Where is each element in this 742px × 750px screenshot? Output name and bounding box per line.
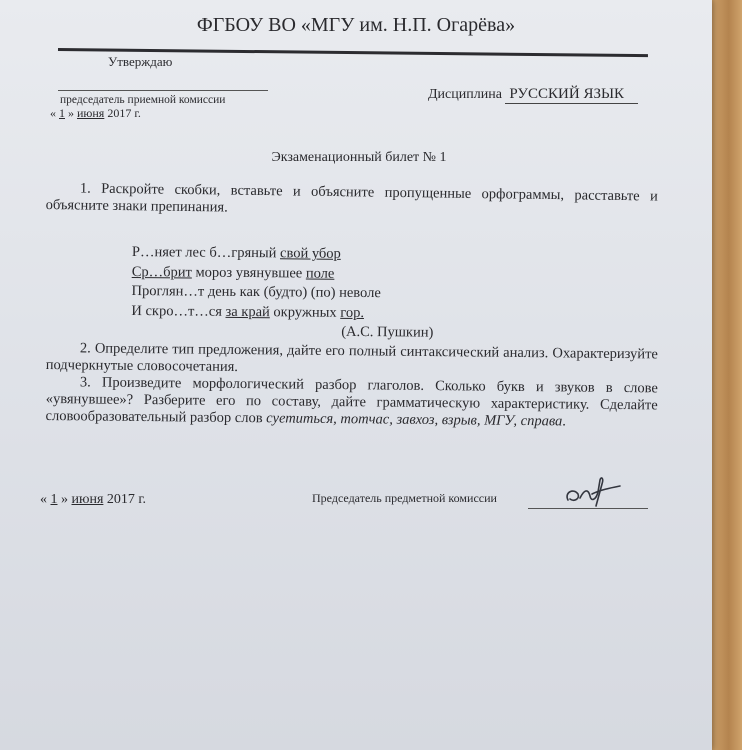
task-3: 3. Произведите морфологический разбор глаголов. Сколько букв и звуков в слове «увянувшее»? Разберите его по составу, дайте грамматическую характеристику. Сделайте словообразовательный разбор слов суетиться, тотчас, завхоз, взрыв, МГУ, справа.: [45, 374, 658, 430]
discipline-label: Дисциплина: [428, 87, 502, 102]
task-1: 1. Раскройте скобки, вставьте и объясните пропущенные орфограммы, расставьте и объясните знаки препинания.: [45, 180, 658, 216]
admission-chair-label: председатель приемной комиссии: [60, 94, 226, 106]
poem-line-3: Проглян…т день как (будто) (по) неволе: [131, 282, 381, 302]
word-list: суетиться, тотчас, завхоз, взрыв, МГУ, справа: [266, 410, 563, 430]
approval-date: « 1 » июня 2017 г.: [50, 106, 141, 120]
discipline-field: [428, 86, 638, 104]
approval-month: июня: [77, 106, 105, 120]
handwritten-signature: [560, 472, 630, 512]
poem-line-2: Ср…брит мороз увянувшее поле: [131, 263, 335, 282]
university-header: ФГБОУ ВО «МГУ им. Н.П. Огарёва»: [196, 14, 516, 36]
footer-day: 1: [50, 492, 58, 507]
poem-excerpt: [131, 243, 434, 343]
poem-line-1: Р…няет лес б…гряный свой убор: [131, 243, 341, 262]
approval-year: 2017 г.: [107, 106, 141, 120]
discipline-value: РУССКИЙ ЯЗЫК: [505, 86, 638, 104]
approval-signature-line: [58, 90, 268, 91]
footer-date: « 1 » июня 2017 г.: [40, 492, 147, 507]
task-2: 2. Определите тип предложения, дайте его полный синтаксический анализ. Охарактеризуйте подчеркнутые словосочетания.: [45, 340, 658, 376]
poem-line-4: И скро…т…ся за край окружных гор.: [131, 302, 365, 321]
footer-month: июня: [71, 492, 104, 507]
poem-author: (А.С. Пушкин): [341, 323, 434, 341]
ticket-title: Экзаменационный билет № 1: [271, 150, 447, 165]
approval-day: 1: [59, 106, 65, 120]
footer-year: 2017 г.: [106, 492, 147, 507]
subject-chair-label: Председатель предметной комиссии: [312, 491, 497, 505]
approval-label: Утверждаю: [108, 54, 173, 69]
